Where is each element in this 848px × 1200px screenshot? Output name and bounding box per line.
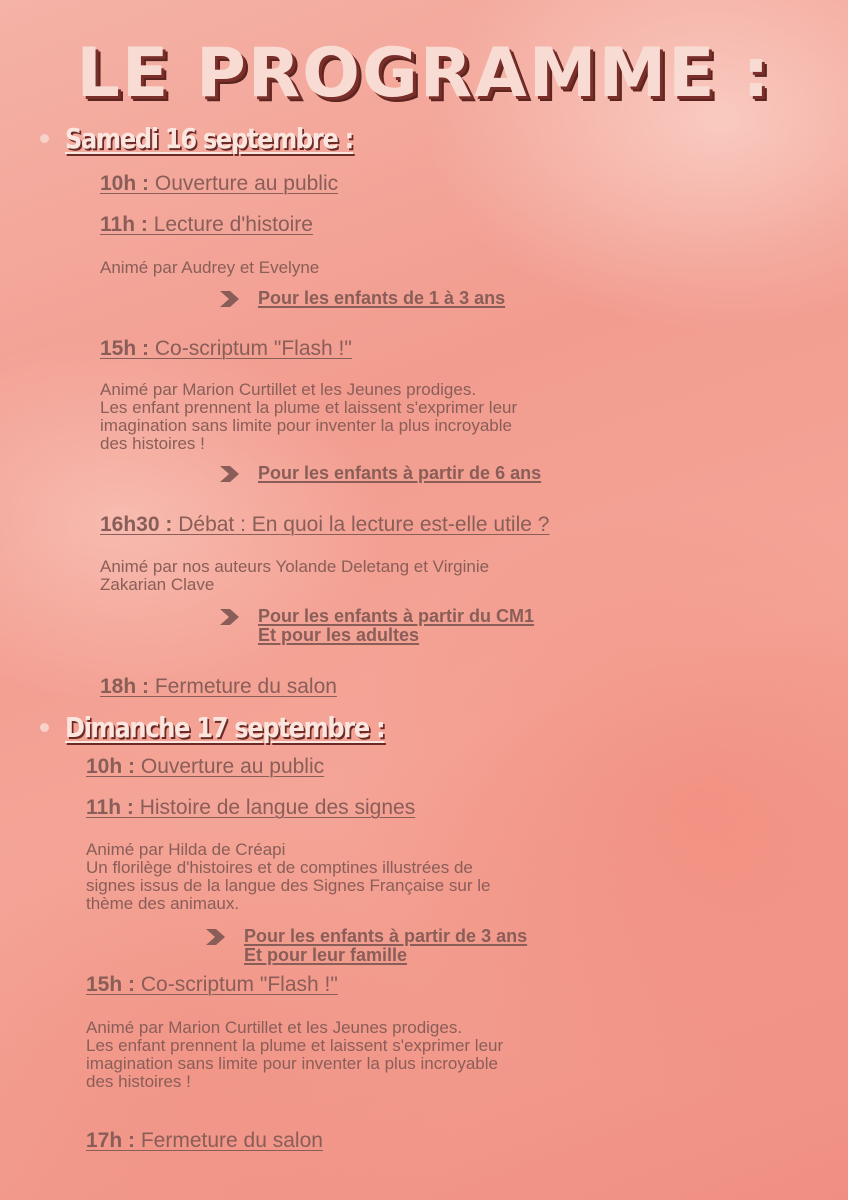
event-sat-opening [100, 172, 338, 196]
day-title: Samedi 16 septembre : [65, 122, 353, 155]
event-title: Co-scriptum "Flash !" [154, 337, 352, 360]
event-sun-closing [86, 1129, 323, 1153]
chevron-right-icon [218, 290, 240, 308]
event-title: Débat : En quoi la lecture est-elle utile ? [178, 513, 550, 536]
event-time: 11h : [100, 213, 148, 236]
event-sat-reading [100, 213, 313, 237]
page-title: LE PROGRAMME : [76, 34, 772, 113]
event-time: 11h : [86, 796, 134, 819]
day-title: Dimanche 17 septembre : [65, 711, 385, 744]
bullet-icon [40, 723, 49, 732]
chevron-right-icon [204, 928, 226, 946]
event-description: Animé par Hilda de Créapi Un florilège d'histoires et de comptines illustrées de signes issus de la langue des Signes Française sur le thème des animaux. [86, 840, 491, 913]
event-title: Ouverture au public [154, 172, 339, 195]
event-time: 10h : [100, 172, 150, 195]
audience-text: Pour les enfants à partir de 6 ans [258, 463, 542, 483]
event-title: Co-scriptum "Flash !" [140, 973, 338, 996]
event-sun-sign-language [86, 796, 415, 820]
event-sun-coscriptum [86, 973, 338, 997]
audience-note [218, 607, 534, 645]
event-sat-debate [100, 513, 549, 537]
event-title: Fermeture du salon [154, 675, 337, 698]
event-description: Animé par Marion Curtillet et les Jeunes prodiges. Les enfant prennent la plume et laissent s'exprimer leur imagination sans limite pour inventer la plus incroyable des histoires ! [86, 1018, 504, 1091]
event-time: 17h : [86, 1129, 136, 1152]
bullet-icon [40, 134, 49, 143]
event-title: Lecture d'histoire [153, 213, 313, 236]
event-description: Animé par Audrey et Evelyne [100, 258, 320, 277]
event-time: 16h30 : [100, 513, 173, 536]
event-title: Histoire de langue des signes [139, 796, 416, 819]
chevron-right-icon [218, 465, 240, 483]
event-time: 18h : [100, 675, 150, 698]
event-time: 15h : [86, 973, 136, 996]
audience-note [218, 289, 505, 308]
event-description: Animé par nos auteurs Yolande Deletang et Virginie Zakarian Clave [100, 557, 490, 594]
audience-note [218, 464, 541, 483]
day-heading-saturday [40, 122, 400, 155]
event-sat-coscriptum [100, 337, 352, 361]
audience-text: Pour les enfants à partir du CM1 Et pour les adultes [258, 606, 535, 645]
audience-text: Pour les enfants de 1 à 3 ans [258, 288, 506, 308]
audience-text: Pour les enfants à partir de 3 ans Et pour leur famille [244, 926, 528, 965]
event-description: Animé par Marion Curtillet et les Jeunes prodiges. Les enfant prennent la plume et laissent s'exprimer leur imagination sans limite pour inventer la plus incroyable des histoires ! [100, 380, 518, 453]
event-sat-closing [100, 675, 337, 699]
event-sun-opening [86, 755, 324, 779]
event-title: Ouverture au public [140, 755, 325, 778]
event-title: Fermeture du salon [140, 1129, 323, 1152]
chevron-right-icon [218, 608, 240, 626]
event-time: 15h : [100, 337, 150, 360]
audience-note [204, 927, 527, 965]
day-heading-sunday [40, 711, 436, 744]
event-time: 10h : [86, 755, 136, 778]
